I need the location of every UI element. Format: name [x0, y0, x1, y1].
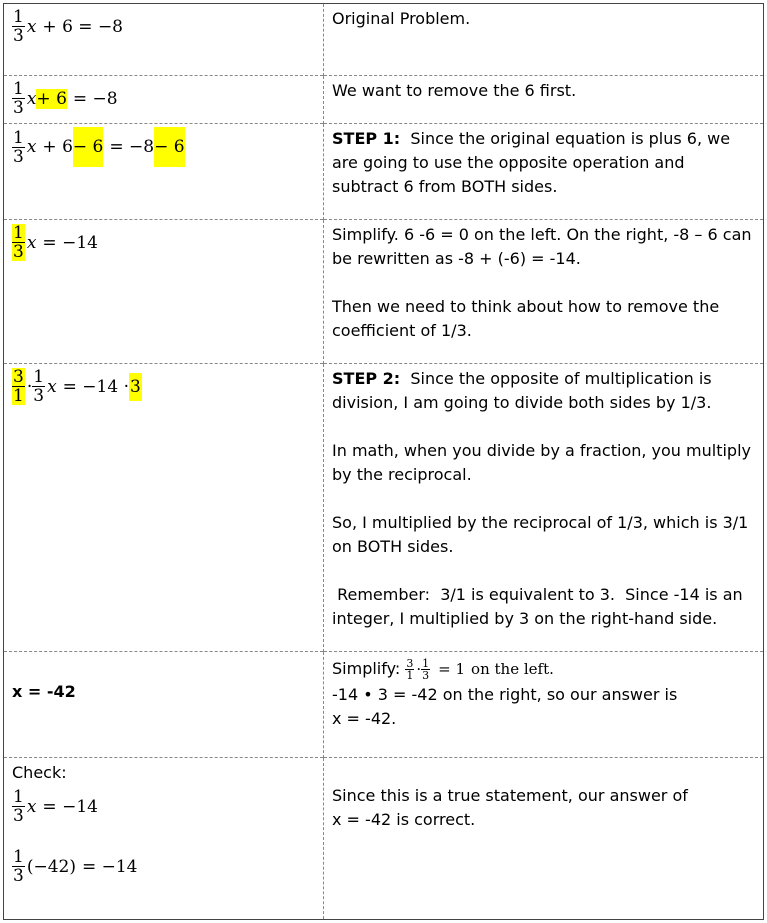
equation-cell	[4, 124, 324, 220]
step-row	[4, 220, 764, 364]
explanation-text: In math, when you divide by a fraction, you multiply by the reciprocal.	[332, 441, 751, 484]
fraction: $\frac{1}{3}$	[13, 127, 24, 167]
step-label: STEP 1:	[332, 129, 401, 148]
highlight: 3	[129, 373, 142, 401]
explanation-cell	[324, 76, 764, 124]
explanation-text: x = -42 is correct.	[332, 810, 476, 829]
explanation-text: x = -42.	[332, 709, 397, 728]
fraction: $\frac{1}{3}$	[13, 79, 24, 118]
explanation-text: We want to remove the 6 first.	[332, 81, 577, 100]
equation-cell	[4, 758, 324, 920]
equation: $\frac{1}{3}$ x = −14	[13, 223, 98, 262]
equation-cell	[4, 76, 324, 124]
answer-text: x = -42	[12, 682, 76, 701]
equation: $\frac{1}{3}$ x + 6 − 6 = −8 − 6	[13, 127, 185, 167]
simplify-line: Simplify: $\frac{3}{1}$ · $\frac{1}{3}$ = 1 on the left.	[332, 656, 554, 682]
explanation-text: STEP 1: Since the original equation is plus 6, we are going to use the opposite operation and subtract 6 from BOTH sides.	[332, 129, 731, 196]
explanation-text: So, I multiplied by the reciprocal of 1/3, which is 3/1 on BOTH sides.	[332, 513, 749, 556]
fraction: $\frac{1}{3}$	[13, 847, 24, 886]
fraction: $\frac{1}{3}$	[13, 7, 24, 46]
equation-cell	[4, 220, 324, 364]
equation: $\frac{1}{3}$ (−42) = −14	[13, 847, 138, 886]
explanation-cell	[324, 364, 764, 652]
check-equation	[12, 787, 315, 825]
equation-cell	[4, 652, 324, 758]
fraction: $\frac{1}{3}$	[13, 787, 24, 826]
step-row	[4, 364, 764, 652]
equation: $\frac{3}{1}$ · $\frac{1}{3}$ = 1 on the left.	[406, 656, 554, 682]
highlight: − 6	[154, 127, 184, 167]
fraction: $\frac{1}{3}$	[422, 656, 430, 682]
equation: $\frac{1}{3}$ x + 6 = −8	[13, 79, 118, 118]
explanation-text: Simplify. 6 -6 = 0 on the left. On the right, -8 – 6 can be rewritten as -8 + (-6) = -14.	[332, 225, 752, 268]
step-row	[4, 76, 764, 124]
explanation-cell	[324, 652, 764, 758]
explanation-text: -14 • 3 = -42 on the right, so our answer is	[332, 685, 678, 704]
equation: $\frac{3}{1}$ · $\frac{1}{3}$ x = −14 · 3	[13, 367, 141, 406]
explanation-cell	[324, 4, 764, 76]
explanation-cell	[324, 220, 764, 364]
explanation-text: Then we need to think about how to remove the coefficient of 1/3.	[332, 297, 720, 340]
step-label: STEP 2:	[332, 369, 401, 388]
step-row	[4, 758, 764, 920]
step-row	[4, 124, 764, 220]
explanation-text: Remember: 3/1 is equivalent to 3. Since -14 is an integer, I multiplied by 3 on the right-hand side.	[332, 585, 748, 628]
fraction: $\frac{3}{1}$	[406, 656, 414, 682]
steps-table	[3, 3, 764, 920]
step-row	[4, 4, 764, 76]
fraction: $\frac{3}{1}$	[13, 367, 24, 406]
equation: $\frac{1}{3}$ x = −14	[13, 787, 98, 826]
explanation-cell	[324, 124, 764, 220]
equation: $\frac{1}{3}$ x + 6 = −8	[13, 7, 123, 46]
explanation-cell	[324, 758, 764, 920]
fraction: $\frac{1}{3}$	[13, 223, 24, 262]
explanation-text: Original Problem.	[332, 9, 471, 28]
fraction: $\frac{1}{3}$	[33, 367, 45, 406]
step-row	[4, 652, 764, 758]
explanation-text: STEP 2: Since the opposite of multiplication is division, I am going to divide both sides by 1/3.	[332, 369, 712, 412]
check-label: Check:	[12, 763, 67, 782]
check-equation	[12, 847, 315, 885]
highlight: + 6	[36, 88, 67, 109]
equation-cell	[4, 4, 324, 76]
highlight: − 6	[73, 127, 103, 167]
explanation-text: Since this is a true statement, our answer of	[332, 786, 688, 805]
equation-cell	[4, 364, 324, 652]
